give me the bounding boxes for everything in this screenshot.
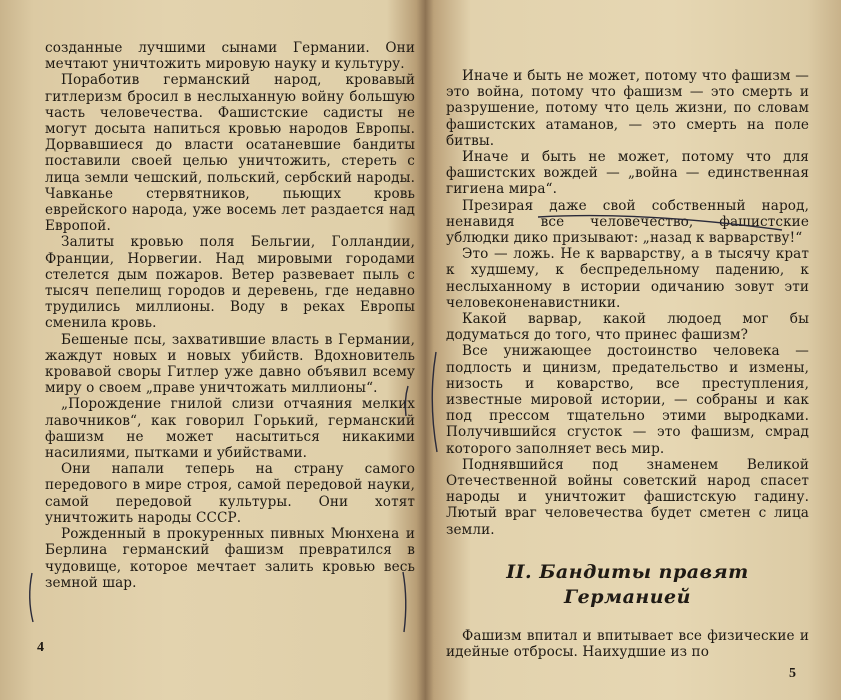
right-paragraph-2: Иначе и быть не может, потому что для фашистских вождей — „война — единственная гигиена мира“.: [446, 149, 809, 198]
left-page-number: 4: [37, 640, 44, 655]
bracket-mark-right-margin: [432, 352, 437, 452]
right-paragraph-6: Все унижающее достоинство человека — подлость и цинизм, предательство и измены, низость и коварство, все преступления, известные мировой истории, — собраны и как под прессом тщательно этими выродками. Получившийся сгусток — это фашизм, смрад которого заполняет весь мир.: [446, 343, 809, 457]
right-paragraph-4: Это — ложь. Не к варварству, а в тысячу крат к худшему, к беспредельному падению, к неслыханному в истории одичанию зовут эти человеконенавистники.: [446, 246, 809, 311]
bracket-mark-left-margin: [30, 573, 33, 622]
left-paragraph-3: Залиты кровью поля Бельгии, Голландии, Франции, Норвегии. Над мировыми городами стелется дым пожаров. Ветер развевает пыль с тысяч пепелищ городов и деревень, где недавно трудились миллионы. Воду в реках Европы сменила кровь.: [45, 234, 415, 332]
left-paragraph-6: Они напали теперь на страну самого передового в мире строя, самой передовой науки, самой передовой культуры. Они хотят уничтожить народы СССР.: [45, 461, 415, 526]
right-page: [446, 68, 809, 688]
chapter-heading: [446, 560, 809, 610]
left-paragraph-1: созданные лучшими сынами Германии. Они мечтают уничтожить мировую науку и культуру.: [45, 40, 415, 73]
right-paragraph-1: Иначе и быть не может, потому что фашизм — это война, потому что фашизм — это смерть и разрушение, потому что цель жизни, по словам фашистских атаманов, — это смерть на поле битвы.: [446, 68, 809, 149]
left-paragraph-5: „Порождение гнилой слизи отчаяния мелких лавочников“, как говорил Горький, германский фашизм не может насытиться никакими насилиями, пытками и убийствами.: [45, 396, 415, 462]
right-paragraph-7: Поднявшийся под знаменем Великой Отечественной войны советский народ спасет народы и уничтожит фашистскую гадину. Лютый враг человечества будет сметен с лица земли.: [446, 456, 809, 538]
left-paragraph-2: Поработив германский народ, кровавый гитлеризм бросил в неслыханную войну большую часть человечества. Фашистские садисты не могут досыта напиться кровью народов Европы. Дорвавшиеся до власти осатаневшие бандиты поставили своей целью уничтожить, стереть с лица земли чешский, польский, сербский народы. Чавканье стервятников, пьющих кровь еврейского народа, уже восемь лет раздается над Европой.: [45, 72, 415, 235]
left-paragraph-4: Бешеные псы, захватившие власть в Германии, жаждут новых и новых убийств. Вдохновитель кровавой своры Гитлер уже давно объявил всему миру о своем „праве уничтожать миллионы“.: [45, 331, 415, 397]
right-page-number: 5: [789, 666, 796, 681]
chapter-heading-line-2: Германией: [564, 585, 691, 608]
left-page: [45, 40, 415, 688]
right-paragraph-5: Какой варвар, какой людоед мог бы додуматься до того, что принес фашизм?: [446, 311, 809, 344]
right-paragraph-3: Презирая даже свой собственный народ, ненавидя все человечество, фашистские ублюдки дико призывают: „назад к варварству!“: [446, 197, 809, 247]
left-paragraph-7: Рожденный в прокуренных пивных Мюнхена и Берлина германский фашизм превратился в чудовище, которое мечтает залить кровью весь земной шар.: [45, 526, 415, 591]
right-paragraph-after-heading: Фашизм впитал и впитывает все физические и идейные отбросы. Наихудшие из по: [446, 627, 809, 661]
chapter-heading-line-1: II. Бандиты правят: [506, 560, 749, 583]
